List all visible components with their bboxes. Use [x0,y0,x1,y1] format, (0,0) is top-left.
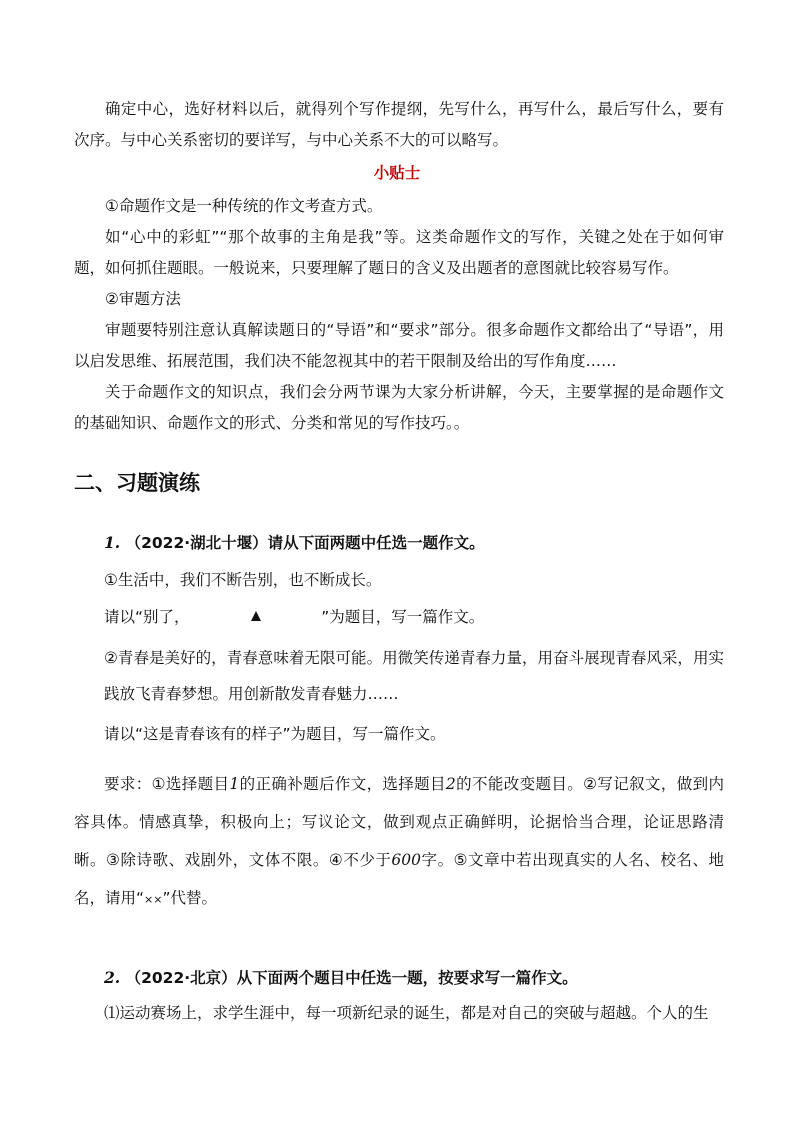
blank-triangle-icon [251,611,261,621]
question-1-option-1-prompt [104,605,484,629]
question-1-number: 1. [104,533,121,552]
tip-item-1: ①命题作文是一种传统的作文考查方式。 [105,197,383,215]
question-1-option-2: ②青春是美好的，青春意味着无限可能。用微笑传递青春力量，用奋斗展现青春风采，用实践放飞青春梦想。用创新散发青春魅力…… [104,649,724,703]
tip-title: 小贴士 [373,164,421,182]
tip-item-2-body: 审题要特别注意认真解读题日的“导语”和“要求”部分。很多命题作文都给出了“导语”，用以启发思维、拓展范围，我们决不能忽视其中的若干限制及给出的写作角度…… [74,321,724,370]
prompt-suffix: ”为题目，写一篇作文。 [321,608,485,626]
question-2-title [104,966,578,990]
section-heading: 二、习题演练 [74,471,200,495]
tip-summary: 关于命题作文的知识点，我们会分两节课为大家分析讲解，今天，主要掌握的是命题作文的基础知识、命题作文的形式、分类和常见的写作技巧。。 [74,383,724,432]
tip-item-2: ②审题方法 [105,290,181,308]
question-1-option-2-prompt: 请以“这是青春该有的样子”为题目，写一篇作文。 [104,725,446,743]
question-1-requirements: 要求：①选择题目1的正确补题后作文，选择题目2的不能改变题目。②写记叙文，做到内容具体。情感真挚，积极向上；写议论文，做到观点正确鲜明，论据恰当合理，论证思路清晰。③除诗歌、戏剧外，文体不限。④不少于600字。⑤文章中若出现真实的人名、校名、地名，请用“××”代替。 [74,775,724,907]
question-1-title [104,531,485,555]
question-2-option-1: ⑴运动赛场上，求学生涯中，每一项新纪录的诞生，都是对自己的突破与超越。个人的生 [104,1004,709,1022]
tip-item-1-body: 如“心中的彩虹”“那个故事的主角是我”等。这类命题作文的写作，关键之处在于如何审题，如何抓住题眼。一般说来，只要理解了题日的含义及出题者的意图就比较容易写作。 [74,228,724,277]
question-1-text: （2022·湖北十堰）请从下面两题中任选一题作文。 [125,534,485,552]
prompt-prefix: 请以“别了， [104,608,190,626]
question-2-number: 2. [104,968,121,987]
question-1-option-1: ①生活中，我们不断告别，也不断成长。 [104,571,382,589]
question-2-text: （2022·北京）从下面两个题目中任选一题，按要求写一篇作文。 [125,969,578,987]
intro-paragraph: 确定中心，选好材料以后，就得列个写作提纲，先写什么，再写什么，最后写什么，要有次序。与中心关系密切的要详写，与中心关系不大的可以略写。 [74,100,724,149]
